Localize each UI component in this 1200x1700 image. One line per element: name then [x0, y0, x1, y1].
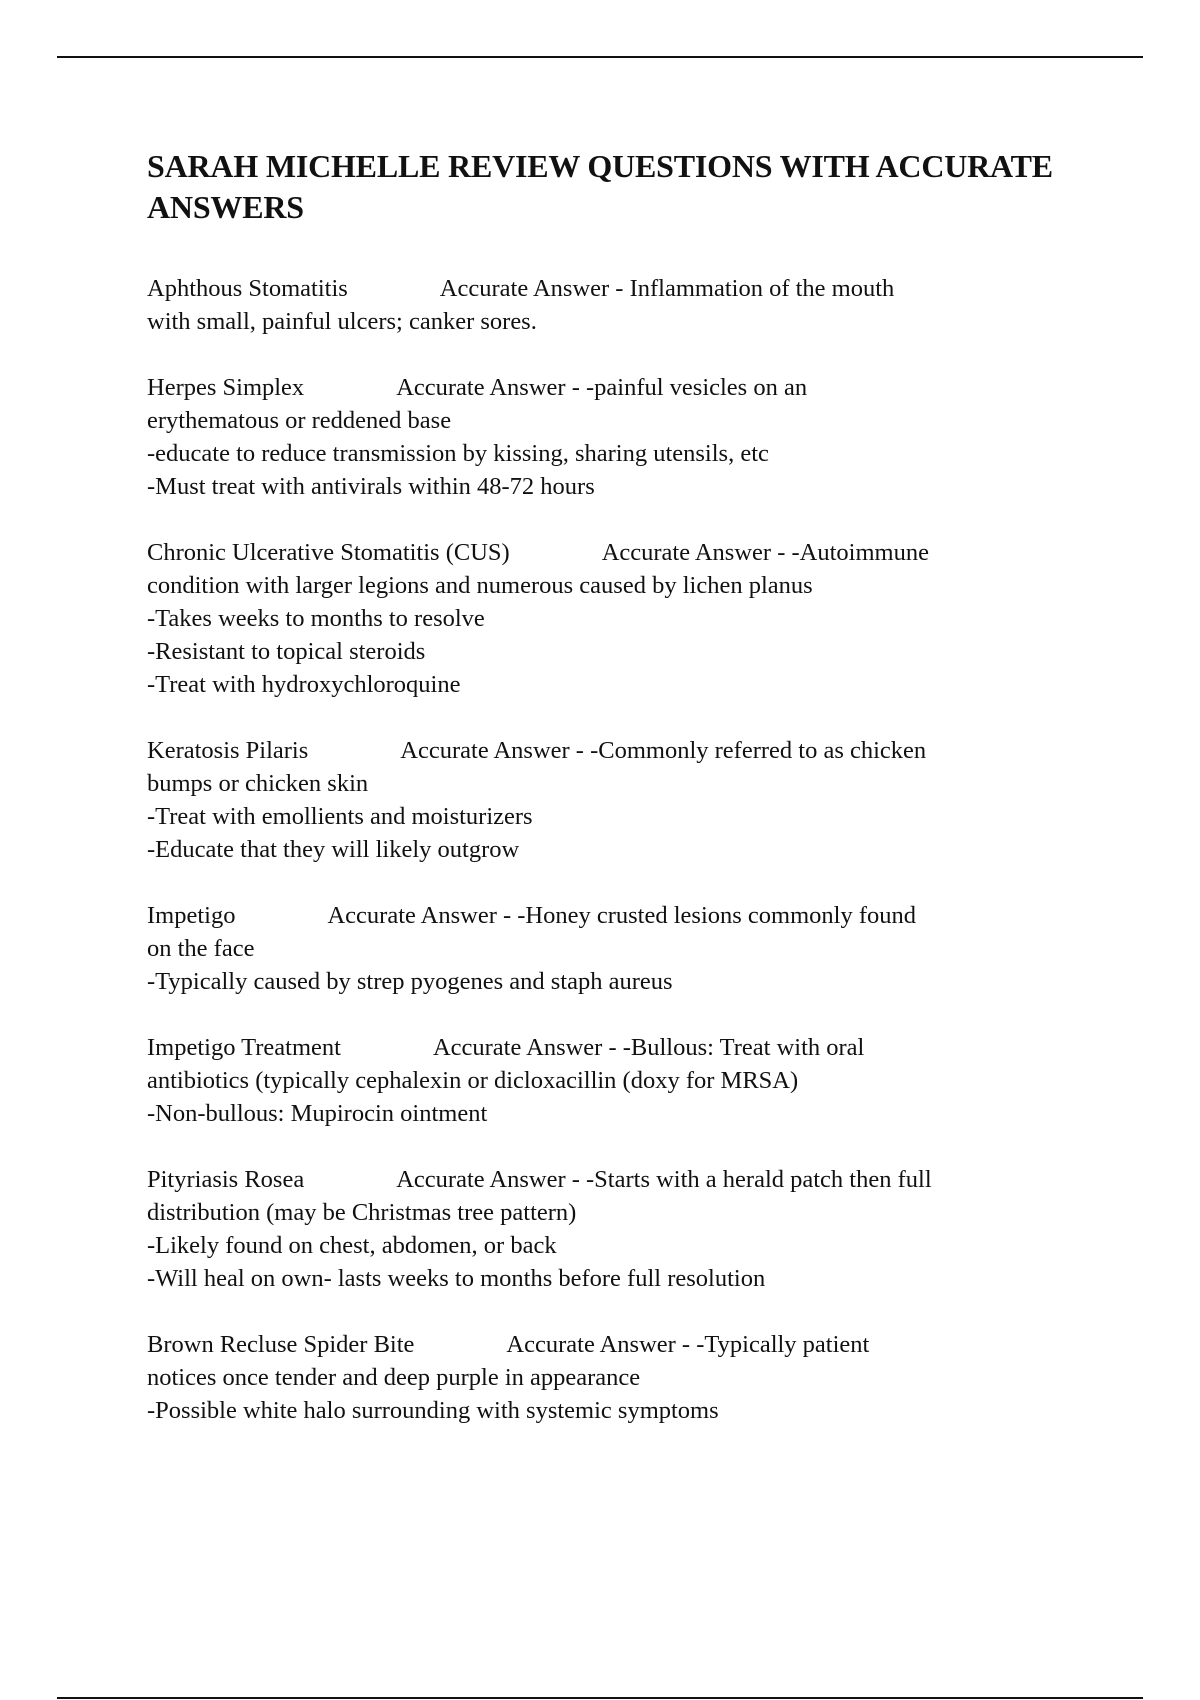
answer-line: notices once tender and deep purple in appearance [147, 1364, 641, 1391]
answer-line: on the face [147, 935, 255, 962]
answer-text: Inflammation of the mouth [623, 275, 895, 302]
answer-label: Accurate Answer - [506, 1331, 691, 1358]
answer-line: -Likely found on chest, abdomen, or back [147, 1232, 557, 1259]
qa-first-line [147, 1328, 1147, 1361]
answer-line: -Treat with hydroxychloroquine [147, 671, 461, 698]
header-rule [57, 56, 1143, 58]
answer-line: -Resistant to topical steroids [147, 638, 426, 665]
answer-text: -Bullous: Treat with oral [616, 1034, 865, 1061]
qa-entry [147, 1328, 1147, 1427]
question-term: Pityriasis Rosea [147, 1166, 305, 1193]
answer-text: -Autoimmune [785, 539, 929, 566]
answer-line: -Typically caused by strep pyogenes and staph aureus [147, 968, 673, 995]
qa-first-line [147, 1031, 1147, 1064]
qa-entry [147, 536, 1147, 701]
qa-entry [147, 272, 1147, 338]
qa-first-line [147, 272, 1147, 305]
answer-line: -Educate that they will likely outgrow [147, 836, 520, 863]
answer-text: -Starts with a herald patch then full [579, 1166, 932, 1193]
answer-label: Accurate Answer - [396, 1166, 580, 1193]
document-title: SARAH MICHELLE REVIEW QUESTIONS WITH ACCURATE ANSWERS [147, 148, 1053, 225]
answer-label: Accurate Answer - [400, 737, 584, 764]
answer-line: -Will heal on own- lasts weeks to months before full resolution [147, 1265, 766, 1292]
answer-line: -Non-bullous: Mupirocin ointment [147, 1100, 488, 1127]
answer-label: Accurate Answer - [439, 275, 624, 302]
answer-text: -painful vesicles on an [579, 374, 808, 401]
question-term: Aphthous Stomatitis [147, 275, 348, 302]
qa-first-line [147, 536, 1147, 569]
qa-first-line [147, 371, 1147, 404]
qa-list [147, 272, 1147, 1460]
qa-first-line [147, 899, 1147, 932]
answer-line: antibiotics (typically cephalexin or dicloxacillin (doxy for MRSA) [147, 1067, 799, 1094]
answer-line: -Treat with emollients and moisturizers [147, 803, 533, 830]
answer-line: erythematous or reddened base [147, 407, 452, 434]
answer-line: condition with larger legions and numerous caused by lichen planus [147, 572, 813, 599]
answer-line: bumps or chicken skin [147, 770, 369, 797]
answer-label: Accurate Answer - [327, 902, 512, 929]
question-term: Impetigo [147, 902, 236, 929]
answer-text: -Typically patient [690, 1331, 870, 1358]
answer-label: Accurate Answer - [432, 1034, 617, 1061]
qa-entry [147, 1031, 1147, 1130]
answer-line: with small, painful ulcers; canker sores. [147, 308, 537, 335]
answer-line: -Possible white halo surrounding with systemic symptoms [147, 1397, 719, 1424]
answer-text: -Commonly referred to as chicken [583, 737, 927, 764]
answer-label: Accurate Answer - [396, 374, 580, 401]
qa-entry [147, 734, 1147, 866]
qa-first-line [147, 734, 1147, 767]
answer-label: Accurate Answer - [601, 539, 786, 566]
question-term: Keratosis Pilaris [147, 737, 309, 764]
answer-line: distribution (may be Christmas tree pattern) [147, 1199, 577, 1226]
qa-first-line [147, 1163, 1147, 1196]
qa-entry [147, 371, 1147, 503]
question-term: Herpes Simplex [147, 374, 305, 401]
answer-line: -educate to reduce transmission by kissing, sharing utensils, etc [147, 440, 769, 467]
answer-line: -Must treat with antivirals within 48-72 hours [147, 473, 595, 500]
question-term: Chronic Ulcerative Stomatitis (CUS) [147, 539, 510, 566]
answer-text: -Honey crusted lesions commonly found [511, 902, 917, 929]
question-term: Brown Recluse Spider Bite [147, 1331, 415, 1358]
answer-line: -Takes weeks to months to resolve [147, 605, 485, 632]
footer-rule [57, 1697, 1143, 1699]
qa-entry [147, 899, 1147, 998]
qa-entry [147, 1163, 1147, 1295]
question-term: Impetigo Treatment [147, 1034, 341, 1061]
